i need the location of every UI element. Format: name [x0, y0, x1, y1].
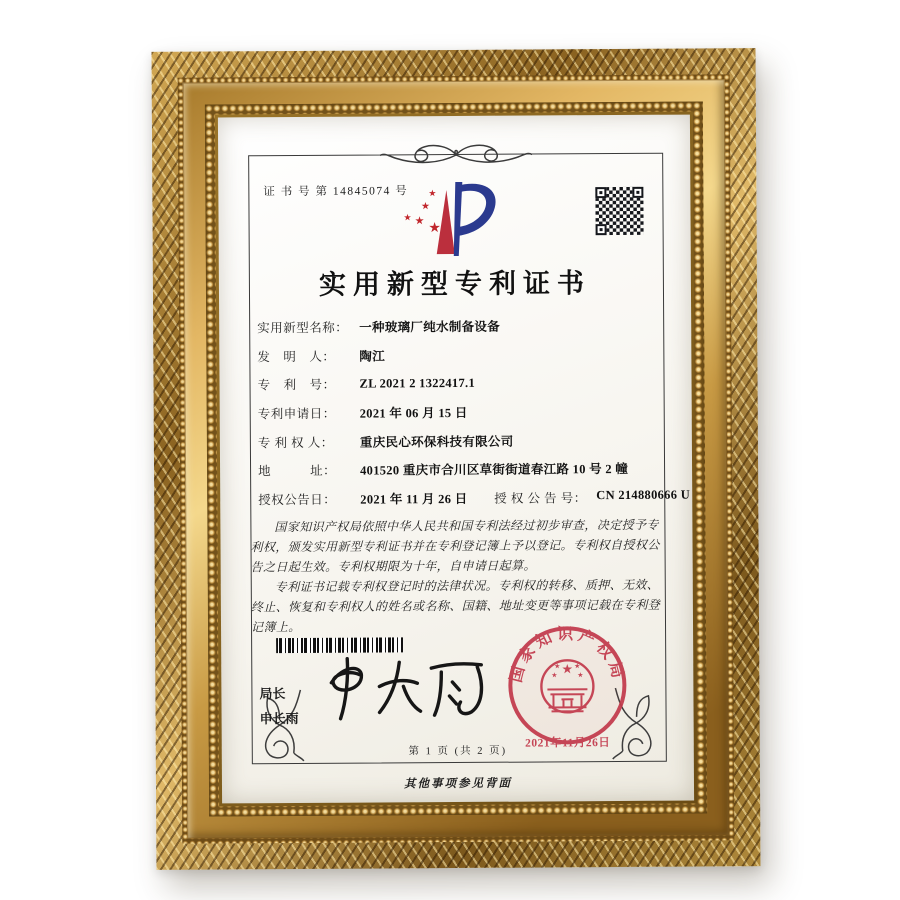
svg-text:★: ★: [414, 215, 425, 228]
svg-text:★: ★: [577, 671, 584, 680]
field-label: 专 利 权 人：: [257, 435, 334, 450]
page-number: 第 1 页 (共 2 页): [408, 745, 508, 758]
frame-bead-trim-inner: [205, 101, 707, 816]
frame-ornate-band: [152, 48, 761, 870]
field-label: 授权公告日：: [258, 492, 337, 508]
certificate-title: 实用新型专利证书: [318, 268, 592, 300]
field-value: CN 214880666 U: [596, 487, 691, 503]
patent-certificate: [218, 115, 694, 804]
field-value: 重庆民心环保科技有限公司: [359, 434, 514, 450]
paragraph: 国家知识产权局依照中华人民共和国专利法经过初步审查，决定授予专利权，颁发实用新型专利证书并在专利登记簿上予以登记。专利权自授权公告之日起生效。专利权期限为十年，自申请日起算。: [250, 517, 660, 575]
seal-date: 2021年11月26日: [525, 737, 611, 750]
svg-text:★: ★: [428, 221, 441, 237]
field-label: 实用新型名称：: [257, 320, 349, 336]
field-row: [257, 368, 667, 399]
seal-text: 国家知识产权局: [507, 626, 627, 685]
handwritten-signature: [313, 650, 498, 729]
field-value: 2021 年 06 月 15 日: [359, 406, 468, 421]
svg-text:★: ★: [420, 201, 430, 213]
gold-picture-frame: [152, 48, 761, 870]
field-row: [257, 311, 667, 342]
field-row: [258, 425, 668, 456]
field-value: 陶江: [359, 349, 386, 364]
svg-text:★: ★: [554, 662, 561, 671]
field-value: ZL 2021 2 1322417.1: [359, 375, 476, 391]
qr-finder-icon: [632, 187, 643, 198]
svg-text:★: ★: [574, 662, 581, 671]
qr-finder-icon: [596, 224, 607, 235]
svg-text:★: ★: [403, 212, 412, 223]
signer-name: 申长雨: [259, 710, 299, 727]
svg-text:★: ★: [428, 188, 437, 199]
frame-gold-slope: [183, 79, 730, 838]
field-value: 2021 年 11 月 26 日: [360, 491, 468, 507]
top-ornament: [378, 141, 534, 169]
back-note: 其他事项参见背面: [403, 777, 513, 791]
signer-title: 局长: [259, 686, 286, 702]
field-value: 一种玻璃厂纯水制备设备: [359, 320, 501, 335]
field-label: 专利申请日：: [257, 406, 336, 422]
field-value: 401520 重庆市合川区草街街道春江路 10 号 2 幢: [360, 462, 629, 478]
field-row: [257, 339, 667, 370]
field-row: [258, 454, 668, 485]
paragraph: 专利证书记载专利权登记时的法律状况。专利权的转移、质押、无效、终止、恢复和专利权人的姓名或名称、国籍、地址变更等事项记载在专利登记簿上。: [250, 577, 661, 635]
legal-text: [250, 515, 663, 638]
svg-text:★: ★: [561, 661, 574, 677]
qr-code-icon: [595, 187, 643, 235]
field-label: 专 利 号：: [257, 378, 336, 393]
qr-finder-icon: [595, 187, 606, 198]
official-seal: [502, 623, 633, 754]
field-label: 发 明 人：: [257, 349, 336, 365]
frame-bead-trim-outer: [178, 74, 735, 843]
field-row: [258, 396, 668, 427]
field-row-grant: [258, 482, 691, 513]
field-label: 授 权 公 告 号：: [494, 491, 587, 506]
frame-inner-lip: [215, 112, 697, 807]
certificate-number: 证 书 号 第 14845074 号: [263, 185, 409, 199]
field-list: [257, 311, 691, 514]
field-label: 地 址：: [258, 463, 337, 479]
cnipa-logo-icon: [396, 178, 516, 259]
signer-block: [259, 681, 298, 731]
svg-text:★: ★: [551, 671, 558, 680]
